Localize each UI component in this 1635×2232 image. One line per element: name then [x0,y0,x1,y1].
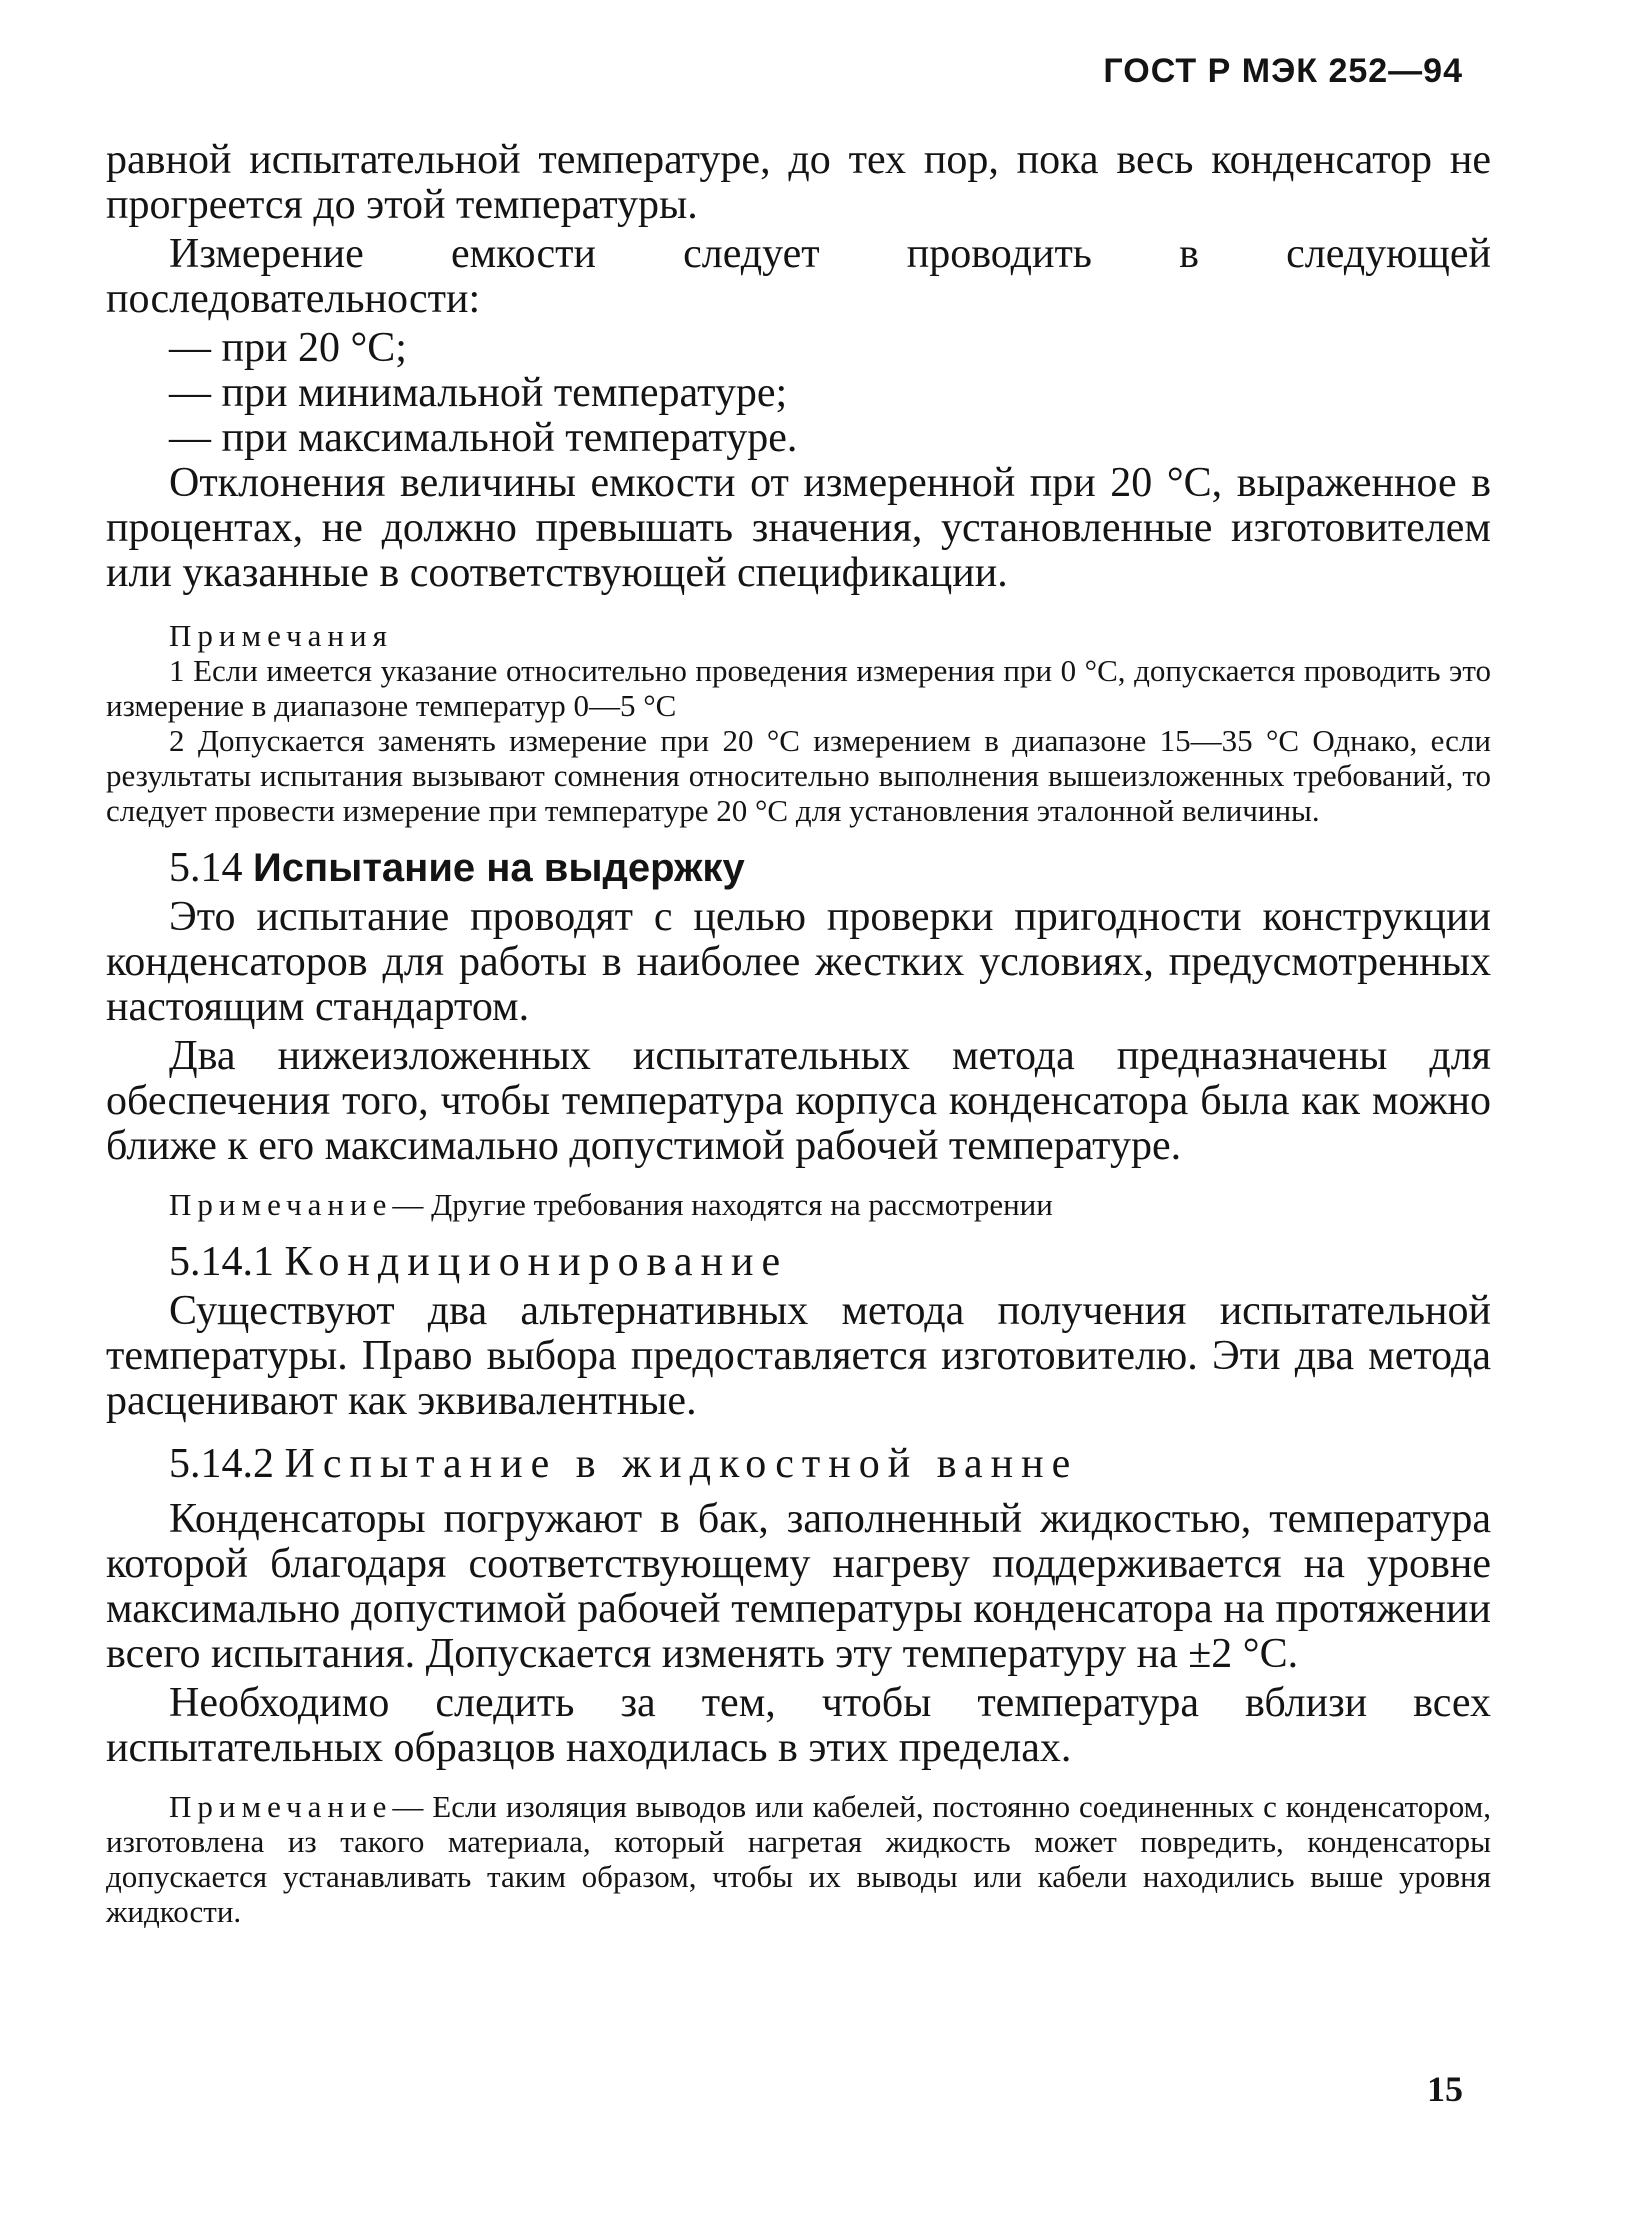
page-number: 15 [1427,2069,1463,2109]
note-1: 1 Если имеется указание относительно проведения измерения при 0 °С, допускается проводить это измерение в диапазоне температур 0—5 °С [106,653,1491,723]
page-header: ГОСТ Р МЭК 252—94 [1103,52,1463,90]
note-insulation [106,1789,1491,1929]
note-2: 2 Допускается заменять измерение при 20 °С измерением в диапазоне 15—35 °С Однако, если результаты испытания вызывают сомнения относительно выполнения вышеизложенных требований, то следует провести измерение при температуре 20 °С для установления эталонной величины. [106,723,1491,828]
list-item: — при минимальной температуре; [169,370,788,416]
note-text: — Другие требования находятся на рассмотрении [392,1187,1053,1222]
paragraph-monitoring: Необходимо следить за тем, чтобы температура вблизи всех испытательных образцов находилась в этих пределах. [106,1680,1491,1771]
paragraph-alternatives: Существуют два альтернативных метода получения испытательной температуры. Право выбора предоставляется изготовителю. Эти два метода расценивают как эквивалентные. [106,1288,1491,1424]
section-title: Испытание в жидкостной ванне [284,1441,1079,1487]
section-heading-5-14 [106,846,1491,891]
section-number: 5.14 [169,845,243,891]
page-content [106,138,1491,1929]
notes-title-text: Примечания [169,618,393,653]
section-title: Испытание на выдержку [253,846,745,890]
note-text: — Если изоляция выводов или кабелей, постоянно соединенных с конденсатором, изготовлена из такого материала, который нагретая жидкость может повредить, конденсаторы допускается устанавливать таким образом, чтобы их выводы или кабели находились выше уровня жидкости. [106,1789,1491,1929]
paragraph-liquid-bath: Конденсаторы погружают в бак, заполненный жидкостью, температура которой благодаря соответствующему нагреву поддерживается на уровне максимально допустимой рабочей температуры конденсатора на протяжении всего испытания. Допускается изменять эту температуру на ±2 °С. [106,1496,1491,1677]
section-number: 5.14.1 [169,1239,274,1285]
note-label: Примечание [169,1789,393,1824]
paragraph-deviation: Отклонения величины емкости от измеренной при 20 °С, выраженное в процентах, не должно превышать значения, установленные изготовителем или указанные в соответствующей спецификации. [106,460,1491,596]
list-item: — при максимальной температуре. [169,415,798,461]
list-item: — при 20 °С; [169,325,407,371]
notes-title [106,618,1491,653]
paragraph-measurement-order: Измерение емкости следует проводить в следующей последовательности: [106,231,1491,322]
paragraph-continuation: равной испытательной температуре, до тех пор, пока весь конденсатор не прогреется до этой температуры. [106,137,1491,228]
section-number: 5.14.2 [169,1441,274,1487]
note-other-requirements [106,1187,1491,1222]
section-heading-5-14-2 [106,1442,1491,1487]
note-label: Примечание [169,1187,393,1222]
section-title: Кондиционирование [284,1239,789,1285]
section-heading-5-14-1 [106,1240,1491,1285]
paragraph-purpose: Это испытание проводят с целью проверки пригодности конструкции конденсаторов для работы в наиболее жестких условиях, предусмотренных настоящим стандартом. [106,894,1491,1030]
paragraph-methods: Два нижеизложенных испытательных метода предназначены для обеспечения того, чтобы температура корпуса конденсатора была как можно ближе к его максимально допустимой рабочей температуре. [106,1033,1491,1169]
